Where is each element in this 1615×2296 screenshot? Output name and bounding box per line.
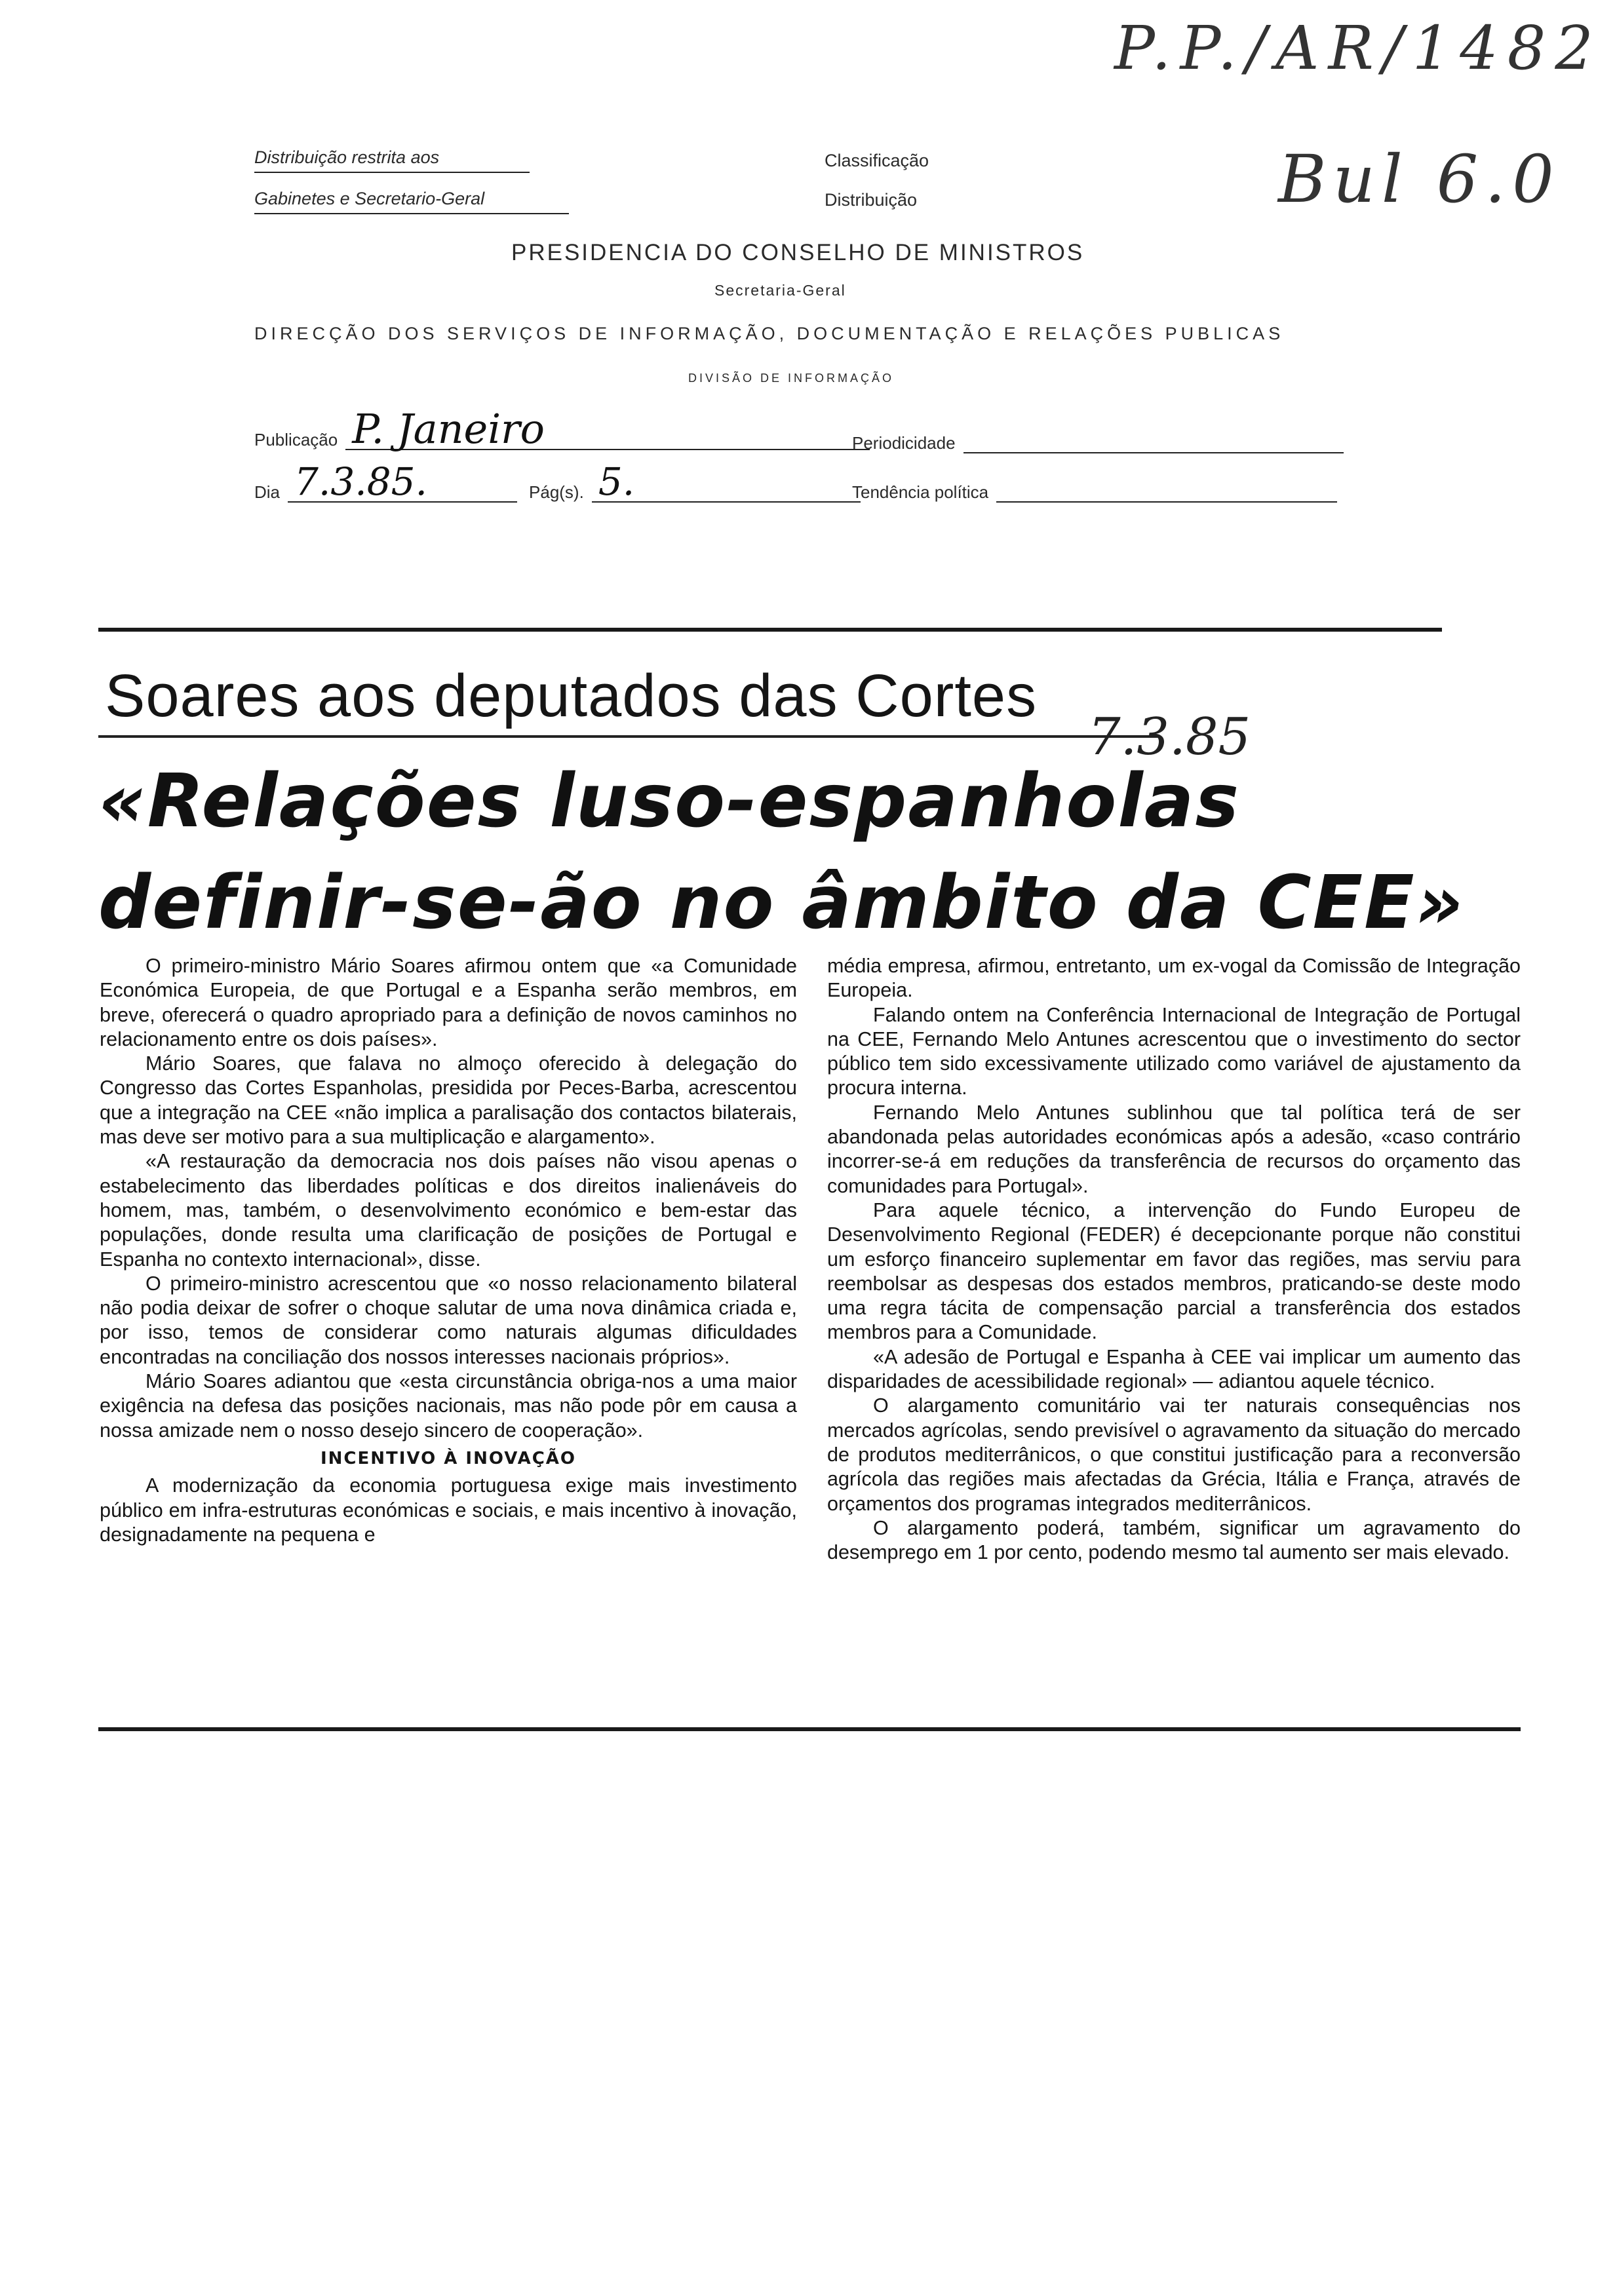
- left-paragraph-4: O primeiro-ministro acrescentou que «o nosso relacionamento bilateral não podia deixar de sofrer o choque salutar de uma nova dinâmica criada e, por isso, temos de considerar como naturais algumas dificuldades encontradas na conciliação dos nossos interesses nacionais próprios».: [100, 1272, 797, 1368]
- left-paragraph-2: Mário Soares, que falava no almoço oferecido à delegação do Congresso das Cortes Espanholas, presidida por Peces-Barba, acrescentou que a integração na CEE «não implica a paralisação dos contactos bilaterais, mas deve ser motivo para a sua multiplicação e alargamento».: [100, 1052, 797, 1149]
- left-subheading: INCENTIVO À INOVAÇÃO: [320, 1448, 577, 1468]
- handwritten-initials: Bul 6.0: [1278, 141, 1561, 218]
- kicker-underline: [98, 735, 1160, 738]
- tendency-label: Tendência política: [852, 482, 989, 502]
- periodicity-label: Periodicidade: [852, 433, 956, 453]
- publication-label: Publicação: [254, 430, 338, 450]
- handwritten-article-date: 7.3.85: [1088, 708, 1251, 767]
- pages-label: Pág(s).: [529, 482, 584, 502]
- day-label: Dia: [254, 482, 281, 502]
- distribution-underline-1: [254, 172, 530, 173]
- tendency-row: [852, 482, 1337, 503]
- distribution-right-label: Distribuição: [825, 190, 918, 210]
- article-left-column: [100, 954, 797, 1547]
- left-paragraph-5: Mário Soares adiantou que «esta circunstância obriga-nos a uma maior exigência na defesa das posições nacionais, mas não pode pôr em causa a nossa amizade nem o nosso desejo sincero de cooperação».: [100, 1370, 797, 1442]
- day-row: [254, 459, 861, 504]
- pages-value: 5.: [592, 462, 861, 503]
- left-paragraph-6: A modernização da economia portuguesa exige mais investimento público em infra-estruturas económicas e sociais, e mais incentivo à inovação, designadamente na pequena e: [100, 1474, 797, 1546]
- right-paragraph-0: média empresa, afirmou, entretanto, um ex-vogal da Comissão de Integração Europeia.: [827, 955, 1521, 1002]
- clipping-top-rule: [98, 628, 1442, 632]
- right-paragraph-4: «A adesão de Portugal e Espanha à CEE vai implicar um aumento das disparidades de acessibilidade regional» — adiantou aquele técnico.: [827, 1345, 1521, 1393]
- left-paragraph-1: O primeiro-ministro Mário Soares afirmou ontem que «a Comunidade Económica Europeia, de que Portugal e a Espanha serão membros, em breve, oferecerá o quadro apropriado para a definição de novos caminhos no relacionamento entre os dois países».: [100, 955, 797, 1050]
- division-title: DIVISÃO DE INFORMAÇÃO: [688, 372, 895, 385]
- classification-label: Classificação: [825, 151, 929, 170]
- clipping-bottom-rule: [98, 1727, 1521, 1731]
- periodicity-value: [963, 432, 1344, 453]
- periodicity-row: [852, 432, 1344, 453]
- headline-line-1: «Relações luso-espanholas: [98, 759, 1240, 844]
- distribution-label-2: Gabinetes e Secretario-Geral: [254, 189, 485, 208]
- right-paragraph-6: O alargamento poderá, também, significar um agravamento do desemprego em 1 por cento, podendo mesmo tal aumento ser mais elevado.: [827, 1516, 1521, 1564]
- right-paragraph-3: Para aquele técnico, a intervenção do Fundo Europeu de Desenvolvimento Regional (FEDER) é decepcionante porque não constitui um esforço financeiro suplementar em favor das regiões, mas serviu para reembolsar as despesas dos estados membros, praticando-se deste modo uma regra tácita de compensação parcial a transferência dos estados membros para a Comunidade.: [827, 1198, 1521, 1344]
- day-value: 7.3.85.: [288, 462, 517, 503]
- publication-value: P. Janeiro: [345, 410, 870, 450]
- right-paragraph-1: Falando ontem na Conferência Internacional de Integração de Portugal na CEE, Fernando Melo Antunes acrescentou que o investimento do sector público tem sido excessivamente utilizado como variável de ajustamento da procura interna.: [827, 1003, 1521, 1100]
- article-right-column: [827, 954, 1521, 1565]
- distribution-underline-2: [254, 213, 569, 214]
- secretariat-title: Secretaria-Geral: [714, 282, 846, 299]
- tendency-value: [996, 482, 1337, 503]
- headline-line-2: definir-se-ão no âmbito da CEE»: [98, 860, 1465, 946]
- publication-row: [254, 405, 870, 453]
- distribution-label-1: Distribuição restrita aos: [254, 147, 440, 167]
- left-paragraph-3: «A restauração da democracia nos dois países não visou apenas o estabelecimento das liberdades políticas e dos direitos inalienáveis do homem, mas, também, o desenvolvimento económico e bem-estar das populações, donde resulta uma clarificação de posições de Portugal e Espanha no contexto internacional», disse.: [100, 1150, 797, 1271]
- right-paragraph-2: Fernando Melo Antunes sublinhou que tal política terá de ser abandonada pelas autoridades económicas após a adesão, «caso contrário incorrer-se-á em reduções da transferência de recursos do orçamento das comunidades para Portugal».: [827, 1101, 1521, 1197]
- article-kicker: Soares aos deputados das Cortes: [105, 662, 1038, 729]
- right-paragraph-5: O alargamento comunitário vai ter naturais consequências nos mercados agrícolas, sendo previsível o agravamento da situação do mercado de produtos mediterrânicos, o que constitui justificação para a reconversão agrícola das regiões mais afectadas da Grécia, Itália e França, através de orçamentos dos programas integrados mediterrânicos.: [827, 1394, 1521, 1515]
- presidency-title: PRESIDENCIA DO CONSELHO DE MINISTROS: [511, 240, 1085, 265]
- directorate-title: DIRECÇÃO DOS SERVIÇOS DE INFORMAÇÃO, DOCUMENTAÇÃO E RELAÇÕES PUBLICAS: [254, 324, 1285, 343]
- handwritten-reference: P.P./AR/1482: [1114, 13, 1603, 83]
